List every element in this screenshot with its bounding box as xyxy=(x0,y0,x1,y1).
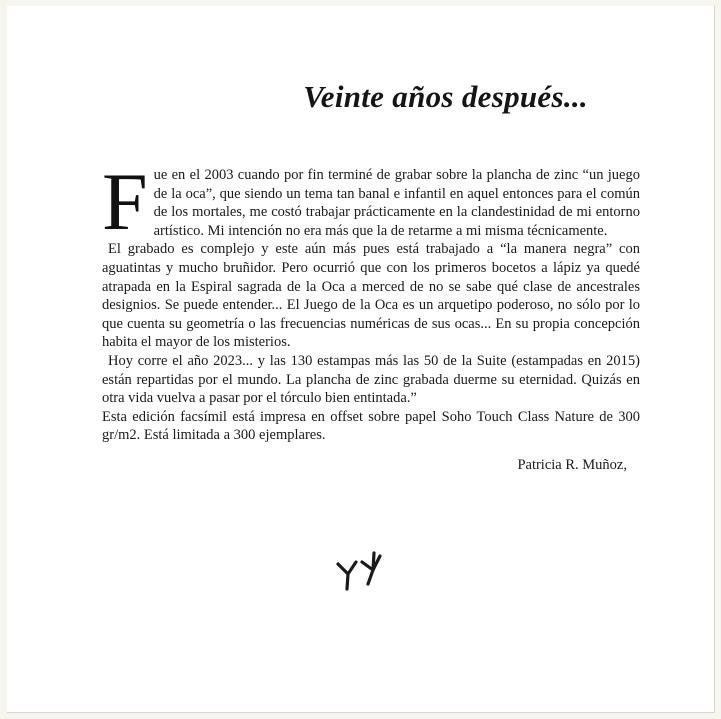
goose-footprints-icon xyxy=(330,544,394,594)
drop-cap: F xyxy=(102,156,148,247)
paragraph-1 xyxy=(102,156,640,247)
author-signature: Patricia R. Muñoz, xyxy=(517,457,627,473)
page-title: Veinte años después... xyxy=(303,79,588,114)
paragraph-3: Hoy corre el año 2023... y las 130 estampas más las 50 de la Suite (estampadas en 2015) están repartidas por el mundo. La plancha de zinc grabada duerme su eternidad. Quizás en otra vida vuelva a pasar por el tórculo bien entintada.” xyxy=(102,352,640,407)
paragraph-2: El grabado es complejo y este aún más pues está trabajado a “la manera negra” con aguatintas y mucho bruñidor. Pero ocurrió que con los primeros bocetos a lápiz ya quedé atrapada en la Espiral sagrada de la Oca a merced de no se sabe qué clase de ancestrales designios. Se puede entender... El Juego de la Oca es un arquetipo poderoso, no sólo por lo que cuenta su geometría o las frecuencias numéricas de sus ocas... En su propia concepción habita el mayor de los misterios. xyxy=(102,241,640,351)
paragraph-4: Esta edición facsímil está impresa en offset sobre papel Soho Touch Class Nature de 300 gr/m2. Está limitada a 300 ejemplares. xyxy=(102,408,640,444)
book-page xyxy=(7,6,715,713)
paragraph-1-text: ue en el 2003 cuando por fin terminé de grabar sobre la plancha de zinc “un juego de la oca”, que siendo un tema tan banal e infantil en aquel entonces para el común de los mortales, me costó trabajar prácticamente en la clandestinidad de mi entorno artístico. Mi intención no era más que la de retarme a mi misma técnicamente. xyxy=(153,167,640,239)
body-text xyxy=(102,156,640,445)
